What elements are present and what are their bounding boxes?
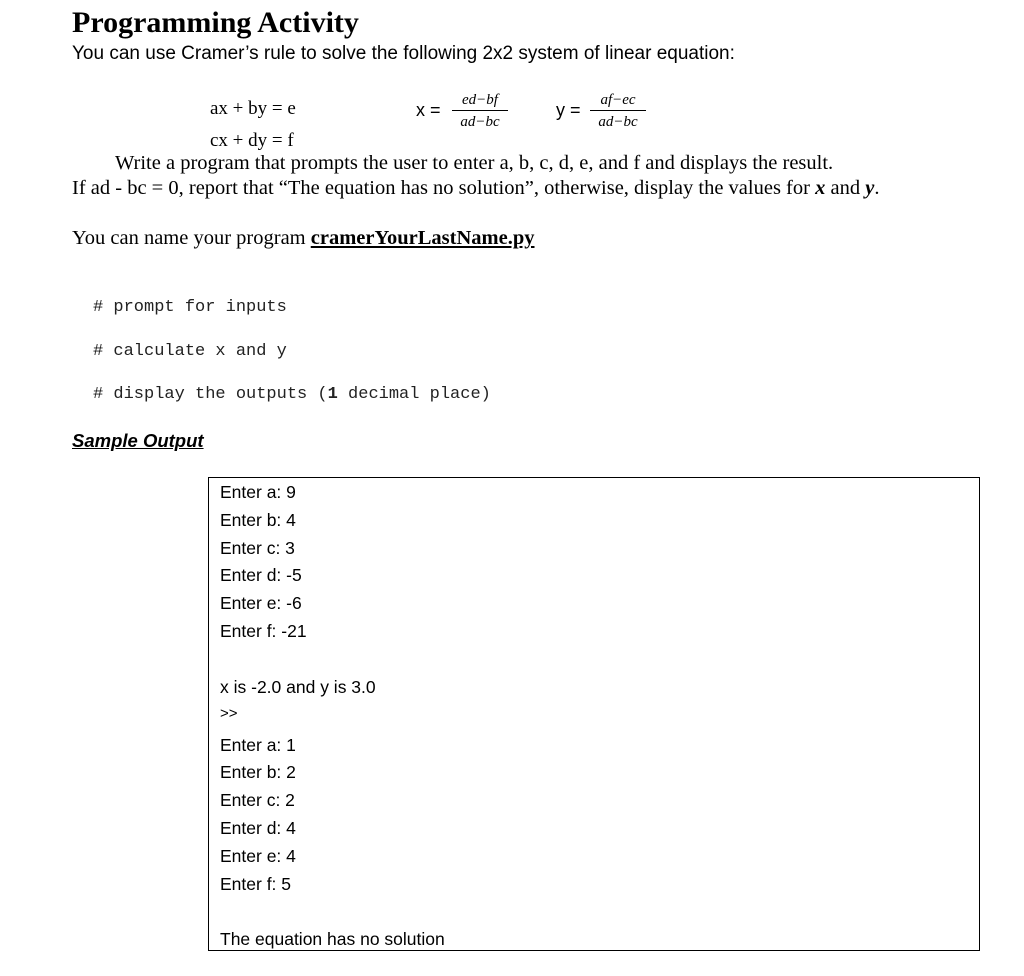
instruction-line-2-text: If ad - bc = 0, report that “The equation has no solution”, otherwise, display the values for bbox=[72, 177, 816, 199]
y-denominator: ad−bc bbox=[598, 114, 638, 130]
fraction-bar bbox=[590, 110, 646, 111]
code-comment-display-pre: # display the outputs ( bbox=[93, 385, 328, 404]
page-title: Programming Activity bbox=[72, 6, 359, 39]
output-result-line: x is -2.0 and y is 3.0 bbox=[220, 677, 376, 697]
program-name-line bbox=[72, 227, 535, 250]
output-line: Enter e: -6 bbox=[220, 593, 302, 613]
code-comment-display-bold: 1 bbox=[327, 385, 338, 404]
x-numerator: ed−bf bbox=[462, 92, 498, 108]
output-line: Enter c: 3 bbox=[220, 538, 295, 558]
code-comment-prompt: # prompt for inputs bbox=[93, 298, 287, 317]
output-line: Enter b: 4 bbox=[220, 510, 296, 530]
var-x: x bbox=[815, 177, 826, 199]
output-line: Enter d: 4 bbox=[220, 818, 296, 838]
x-fraction bbox=[452, 91, 508, 131]
var-y: y bbox=[865, 177, 875, 199]
program-name: cramerYourLastName.py bbox=[310, 227, 535, 249]
output-line: Enter a: 9 bbox=[220, 482, 296, 502]
sample-output-box bbox=[208, 477, 980, 951]
output-line: Enter e: 4 bbox=[220, 846, 296, 866]
code-comment-display bbox=[93, 385, 491, 404]
intro-text: You can use Cramer’s rule to solve the following 2x2 system of linear equation: bbox=[72, 43, 735, 64]
output-result-line: The equation has no solution bbox=[220, 929, 445, 949]
code-comment-calculate: # calculate x and y bbox=[93, 342, 287, 361]
fraction-bar bbox=[452, 110, 508, 111]
code-comment-display-post: decimal place) bbox=[337, 385, 491, 404]
output-line: Enter a: 1 bbox=[220, 735, 296, 755]
instruction-and: and bbox=[825, 177, 866, 199]
y-fraction bbox=[590, 91, 646, 131]
output-line: Enter c: 2 bbox=[220, 790, 295, 810]
sample-output-heading: Sample Output bbox=[72, 430, 204, 451]
x-label: x = bbox=[416, 100, 441, 120]
output-line: Enter f: 5 bbox=[220, 874, 292, 894]
output-line: Enter b: 2 bbox=[220, 762, 296, 782]
instruction-line-2 bbox=[72, 177, 879, 200]
instruction-period: . bbox=[874, 177, 880, 199]
output-prompt-line: >> bbox=[220, 705, 238, 722]
equation-2: cx + dy = f bbox=[210, 130, 294, 151]
x-denominator: ad−bc bbox=[460, 114, 500, 130]
y-label: y = bbox=[556, 100, 581, 120]
y-numerator: af−ec bbox=[600, 92, 636, 108]
output-line: Enter d: -5 bbox=[220, 565, 302, 585]
program-name-prefix: You can name your program bbox=[72, 227, 311, 249]
output-line: Enter f: -21 bbox=[220, 621, 307, 641]
instruction-line-1: Write a program that prompts the user to enter a, b, c, d, e, and f and displays the result. bbox=[115, 152, 834, 174]
equation-1: ax + by = e bbox=[210, 98, 296, 119]
